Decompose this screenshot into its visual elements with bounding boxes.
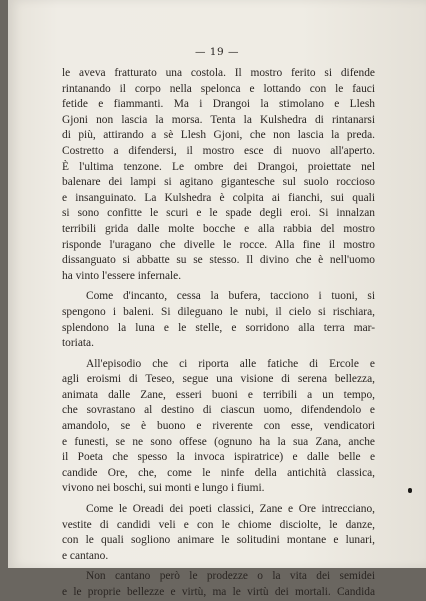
text-line: vestite di candidi veli e con le chiome disciolte, le danze, bbox=[62, 518, 375, 531]
text-line: le aveva fratturato una costola. Il mostro ferito si difende bbox=[62, 67, 375, 79]
text-line: e le proprie bellezze e virtù, ma le virtù dei mortali. Candida bbox=[62, 586, 375, 598]
paragraph-3 bbox=[62, 357, 375, 497]
text-line: splendono la luna e le stelle, e sorridono alla terra mar- bbox=[62, 321, 375, 334]
text-line: Come d'incanto, cessa la bufera, tacciono i tuoni, si bbox=[86, 290, 375, 303]
paragraph-4 bbox=[62, 502, 375, 564]
text-line: toriata. bbox=[62, 337, 94, 350]
text-line: Gjoni non lascia la morsa. Tenta la Kulshedra di rintanarsi bbox=[62, 113, 375, 126]
ink-speck bbox=[408, 488, 412, 493]
page-number: — 19 — bbox=[194, 46, 240, 58]
text-line: balenare dei lampi si agitano gigantesche sul suolo roccioso bbox=[62, 176, 375, 189]
text-line: Come le Oreadi dei poeti classici, Zane e Ore intrecciano, bbox=[86, 503, 375, 516]
text-line: spengono i baleni. Si dileguano le nubi, il cielo si rischiara, bbox=[62, 305, 375, 318]
text-line: di più, attirando a sè Llesh Gjoni, che non lascia la preda. bbox=[62, 129, 375, 142]
text-line: fetide e fiammanti. Ma i Drangoi la stimolano e Llesh bbox=[62, 98, 375, 111]
text-line: e cantano. bbox=[62, 549, 109, 562]
text-line: Non cantano però le prodezze o la vita dei semidei bbox=[86, 570, 375, 583]
text-line: candide Ore, che, come le ninfe della antichità classica, bbox=[62, 466, 375, 479]
paragraph-1 bbox=[62, 66, 375, 284]
text-line: rintanando il corpo nella spelonca e lottando con le fauci bbox=[62, 82, 375, 95]
paragraph-5 bbox=[62, 569, 375, 600]
text-line: È l'ultima tenzone. Le ombre dei Drangoi, proiettate nel bbox=[62, 160, 375, 173]
text-line: e insanguinato. La Kulshedra è colpita ai fianchi, sui quali bbox=[62, 191, 375, 204]
text-line: si sono confitte le scuri e le spade degli eroi. Si innalzan bbox=[62, 207, 375, 220]
text-line: ha vinto l'essere infernale. bbox=[62, 269, 182, 282]
book-page bbox=[8, 0, 426, 598]
text-line: che sovrastano al destino di ciascun uomo, difendendolo e bbox=[62, 404, 375, 417]
text-line: animata dalle Zane, esseri buoni e terribili a un tempo, bbox=[62, 388, 375, 401]
text-line: con le quali sogliono animare le solitudini montane e lunari, bbox=[62, 534, 375, 547]
text-line: amandolo, se è buono e riverente con esse, vendicatori bbox=[62, 420, 375, 433]
paragraph-2 bbox=[62, 289, 375, 351]
text-line: e funesti, se ne sono offese (ognuno ha la sua Zana, anche bbox=[62, 435, 375, 448]
body-text bbox=[62, 66, 375, 601]
text-line: il Poeta che spesso la invoca ispiratrice) e dalle belle e bbox=[62, 451, 375, 464]
text-line: agli eroismi di Teseo, segue una visione di serena bellezza, bbox=[62, 373, 375, 386]
text-line: risponde l'uragano che divelle le rocce. Alla fine il mostro bbox=[62, 238, 375, 251]
text-line: dissanguato si abbatte su se stesso. Il divino che è nell'uomo bbox=[62, 254, 375, 267]
text-line: vivono nei boschi, sui monti e lungo i fiumi. bbox=[62, 482, 265, 495]
text-line: Costretto a difendersi, il mostro esce di nuovo all'aperto. bbox=[62, 144, 375, 157]
text-line: All'episodio che ci riporta alle fatiche di Ercole e bbox=[86, 357, 375, 370]
text-line: terribili grida dalle molte bocche e alla rabbia del mostro bbox=[62, 222, 375, 235]
